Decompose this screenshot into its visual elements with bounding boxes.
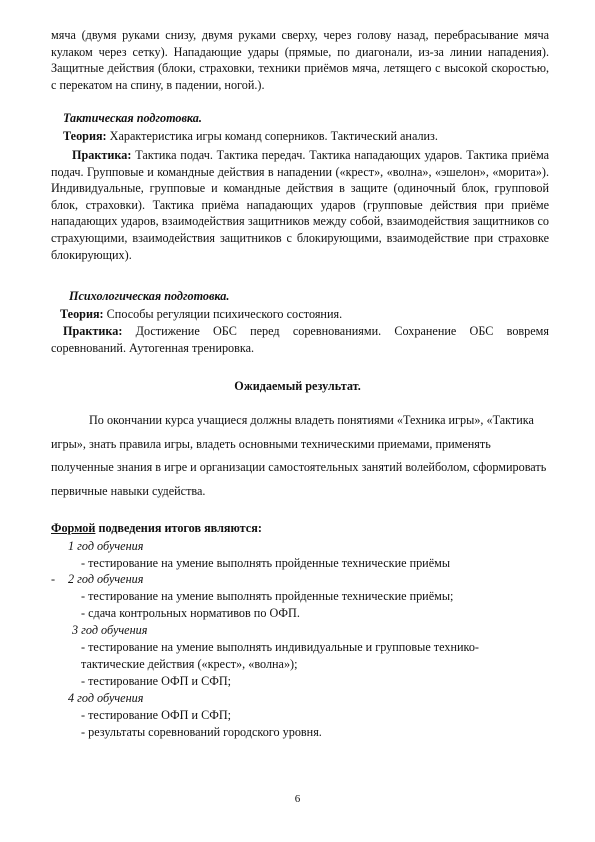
practice-text: Тактика подач. Тактика передач. Тактика нападающих ударов. Тактика приёма подач. Групповые и командные действия в нападении («крест», «волна», «эшелон», «морита»). Индивидуальные, групповые и командные действия в защите (одиночный блок, групповой блок, страховки). Тактика приёма нападающих ударов (групповые действия при приёме нападающих ударов, взаимодействия защитников между собой, взаимодействия защитников со страхующими, взаимодействия защитников с блокирующими, взаимодействие при страховке блокирующих). (51, 148, 549, 262)
tactical-theory (63, 128, 438, 144)
practice-label: Практика: (72, 148, 132, 162)
result-paragraph: По окончании курса учащиеся должны владеть понятиями «Техника игры», «Тактика игры», знать правила игры, владеть основными техническими приемами, применять полученные знания в игре и организации самостоятельных занятий волейболом, сформировать первичные навыки судейства. (51, 413, 547, 498)
forms-heading-underlined: Формой (51, 521, 96, 535)
forms-heading-rest: подведения итогов являются: (95, 521, 262, 535)
theory-label: Теория: (63, 129, 107, 143)
theory-label: Теория: (60, 307, 104, 321)
year1-label: 1 год обучения (68, 539, 144, 553)
tactical-heading: Тактическая подготовка. (63, 111, 202, 125)
psych-heading: Психологическая подготовка. (69, 289, 230, 303)
psych-theory (60, 306, 342, 322)
year4-item: - тестирование ОФП и СФП; (81, 708, 232, 722)
year3-item: - тестирование ОФП и СФП; (81, 674, 232, 688)
year1-item: - тестирование на умение выполнять пройденные технические приёмы (81, 556, 451, 570)
year4-item: - результаты соревнований городского уровня. (81, 725, 322, 739)
year3-item: - тестирование на умение выполнять индивидуальные и групповые технико- (81, 640, 479, 654)
practice-label: Практика: (63, 324, 123, 338)
result-heading: Ожидаемый результат. (234, 379, 361, 393)
practice-text: Достижение ОБС перед соревнованиями. Сохранение ОБС вовремя соревнований. Аутогенная тренировка. (51, 324, 549, 355)
year2-label: 2 год обучения (68, 572, 144, 586)
page-number: 6 (294, 793, 301, 805)
technique-paragraph: мяча (двумя руками снизу, двумя руками сверху, через голову назад, перебрасывание мяча кулаком через сетку). Нападающие удары (прямые, по диагонали, из-за линии нападения). Защитные действия (блоки, страховки, техники приёмов мяча, летящего с высокой скоростью, с перекатом на спину, в падении, ногой.). (51, 28, 549, 92)
tactical-practice (51, 147, 549, 263)
year3-item-continued: тактические действия («крест», «волна»); (81, 657, 298, 671)
year3-label: 3 год обучения (72, 623, 148, 637)
theory-text: Способы регуляции психического состояния. (103, 307, 343, 321)
year2-item: - тестирование на умение выполнять пройденные технические приёмы; (81, 589, 454, 603)
year2-dash: - (51, 572, 56, 586)
year2-item: - сдача контрольных нормативов по ОФП. (81, 606, 300, 620)
theory-text: Характеристика игры команд соперников. Тактический анализ. (106, 129, 438, 143)
year4-label: 4 год обучения (68, 691, 144, 705)
forms-heading (51, 520, 262, 536)
psych-practice (51, 323, 549, 356)
